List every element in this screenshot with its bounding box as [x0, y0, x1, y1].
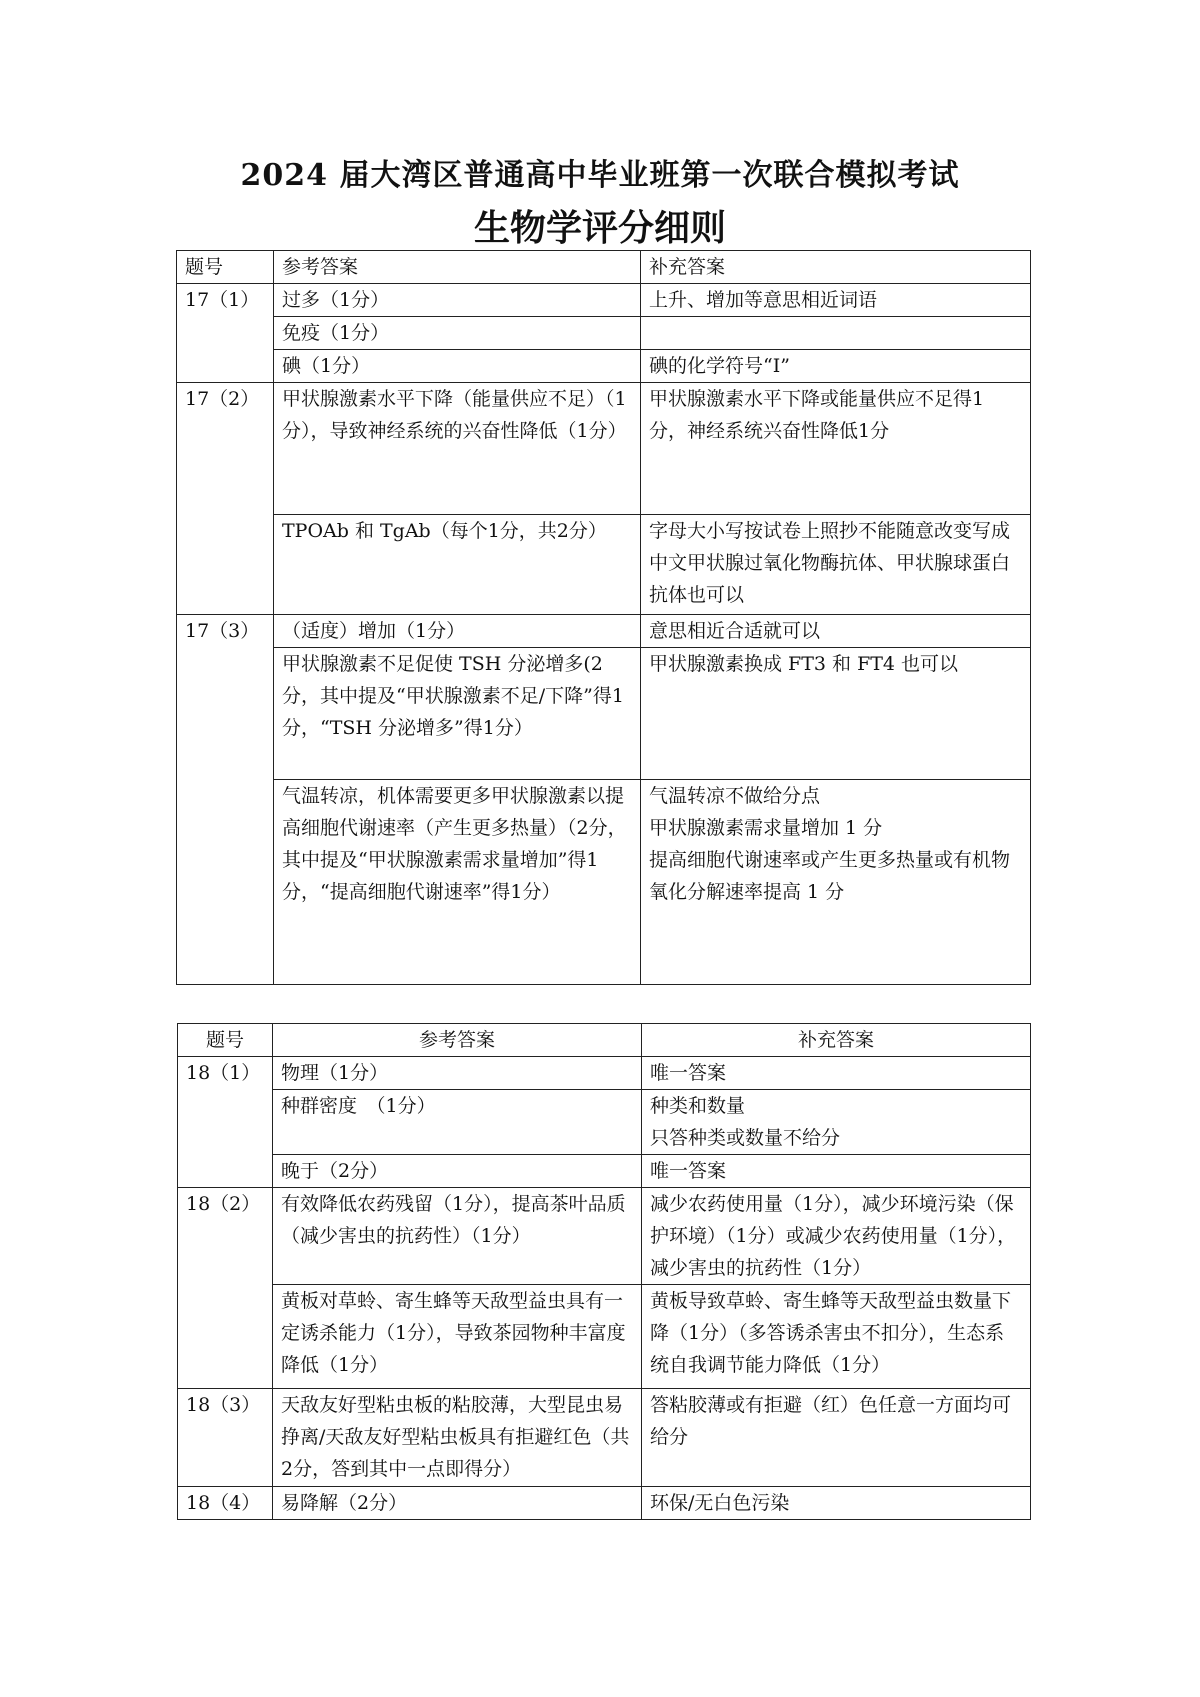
table-row [177, 383, 1031, 515]
question-number: 17（2） [177, 383, 274, 615]
table-header-row [178, 1024, 1031, 1057]
supplementary-answer: 气温转凉不做给分点 甲状腺激素需求量增加 1 分 提高细胞代谢速率或产生更多热量或有机物氧化分解速率提高 1 分 [641, 780, 1031, 985]
question-number: 17（3） [177, 615, 274, 985]
header-supplementary-answer: 补充答案 [641, 251, 1031, 284]
supplementary-answer: 种类和数量 只答种类或数量不给分 [642, 1090, 1031, 1155]
supplementary-answer: 甲状腺激素水平下降或能量供应不足得1分，神经系统兴奋性降低1分 [641, 383, 1031, 515]
reference-answer: 甲状腺激素水平下降（能量供应不足）（1分），导致神经系统的兴奋性降低（1分） [274, 383, 641, 515]
question-number: 18（1） [178, 1057, 273, 1188]
table-row [178, 1057, 1031, 1090]
reference-answer: TPOAb 和 TgAb（每个1分，共2分） [274, 515, 641, 615]
supplementary-answer: 碘的化学符号“I” [641, 350, 1031, 383]
table-row [178, 1389, 1031, 1487]
question-number: 18（4） [178, 1487, 273, 1520]
reference-answer: 甲状腺激素不足促使 TSH 分泌增多(2分，其中提及“甲状腺激素不足/下降”得1分，“TSH 分泌增多”得1分） [274, 648, 641, 780]
header-question: 题号 [177, 251, 274, 284]
table-row [178, 1285, 1031, 1389]
reference-answer: 有效降低农药残留（1分），提高茶叶品质（减少害虫的抗药性）（1分） [273, 1188, 642, 1285]
header-supplementary-answer: 补充答案 [642, 1024, 1031, 1057]
table-row [178, 1487, 1031, 1520]
header-question: 题号 [178, 1024, 273, 1057]
header-reference-answer: 参考答案 [274, 251, 641, 284]
reference-answer: 物理（1分） [273, 1057, 642, 1090]
reference-answer: （适度）增加（1分） [274, 615, 641, 648]
reference-answer: 免疫（1分） [274, 317, 641, 350]
supplementary-answer: 答粘胶薄或有拒避（红）色任意一方面均可给分 [642, 1389, 1031, 1487]
supplementary-answer [641, 317, 1031, 350]
scoring-table-17 [176, 250, 1031, 985]
supplementary-answer: 唯一答案 [642, 1155, 1031, 1188]
supplementary-answer: 甲状腺激素换成 FT3 和 FT4 也可以 [641, 648, 1031, 780]
table-row [177, 780, 1031, 985]
reference-answer: 晚于（2分） [273, 1155, 642, 1188]
supplementary-answer: 黄板导致草蛉、寄生蜂等天敌型益虫数量下降（1分）（多答诱杀害虫不扣分），生态系统自我调节能力降低（1分） [642, 1285, 1031, 1389]
table-row [178, 1188, 1031, 1285]
question-number: 18（3） [178, 1389, 273, 1487]
reference-answer: 易降解（2分） [273, 1487, 642, 1520]
reference-answer: 黄板对草蛉、寄生蜂等天敌型益虫具有一定诱杀能力（1分），导致茶园物种丰富度降低（1分） [273, 1285, 642, 1389]
reference-answer: 过多（1分） [274, 284, 641, 317]
supplementary-answer: 减少农药使用量（1分），减少环境污染（保护环境）（1分）或减少农药使用量（1分），减少害虫的抗药性（1分） [642, 1188, 1031, 1285]
document-subtitle: 生物学评分细则 [473, 208, 726, 249]
table-row [177, 648, 1031, 780]
question-number: 18（2） [178, 1188, 273, 1389]
reference-answer: 天敌友好型粘虫板的粘胶薄，大型昆虫易挣离/天敌友好型粘虫板具有拒避红色（共2分，答到其中一点即得分） [273, 1389, 642, 1487]
table-header-row [177, 251, 1031, 284]
reference-answer: 种群密度 （1分） [273, 1090, 642, 1155]
header-reference-answer: 参考答案 [273, 1024, 642, 1057]
supplementary-answer: 字母大小写按试卷上照抄不能随意改变写成中文甲状腺过氧化物酶抗体、甲状腺球蛋白抗体也可以 [641, 515, 1031, 615]
table-row [177, 515, 1031, 615]
table-row [178, 1155, 1031, 1188]
table-row [177, 350, 1031, 383]
table-row [178, 1090, 1031, 1155]
table-row [177, 317, 1031, 350]
reference-answer: 气温转凉，机体需要更多甲状腺激素以提高细胞代谢速率（产生更多热量）（2分，其中提及“甲状腺激素需求量增加”得1分，“提高细胞代谢速率”得1分） [274, 780, 641, 985]
scoring-table-18 [177, 1023, 1031, 1520]
supplementary-answer: 环保/无白色污染 [642, 1487, 1031, 1520]
document-title: 2024 届大湾区普通高中毕业班第一次联合模拟考试 [240, 158, 960, 193]
supplementary-answer: 上升、增加等意思相近词语 [641, 284, 1031, 317]
table-row [177, 615, 1031, 648]
supplementary-answer: 意思相近合适就可以 [641, 615, 1031, 648]
table-row [177, 284, 1031, 317]
supplementary-answer: 唯一答案 [642, 1057, 1031, 1090]
question-number: 17（1） [177, 284, 274, 383]
reference-answer: 碘（1分） [274, 350, 641, 383]
